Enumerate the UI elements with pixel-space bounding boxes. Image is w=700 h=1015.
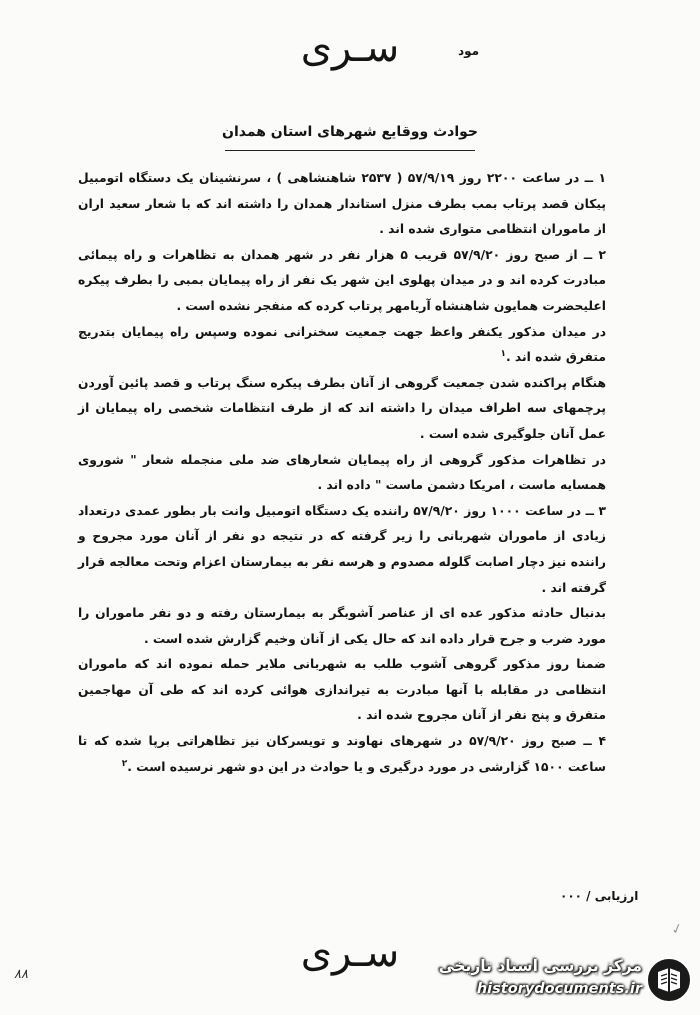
paragraph-text: صبح روز ۵۷/۹/۲۰ در شهرهای نهاوند و تویسرکان نیز تظاهراتی برپا شده که تا ساعت ۱۵۰۰ گزارشی در مورد درگیری و یا حوادث در این دو شهر نرسیده است . — [78, 734, 606, 774]
paragraph-text: در ساعت ۱۰۰۰ روز ۵۷/۹/۲۰ راننده یک دستگاه اتومبیل وانت بار بطور عمدی درتعداد زیادی از ماموران شهربانی را زیر گرفته که در نتیجه دو نفر از آنان مورد مجروح و راننده نیز دچار اصابت گلوله مصدوم و هرسه نفر به بیمارستان اعزام وتحت معالجه قرار گرفته اند . — [78, 503, 606, 595]
page-number: ۸۸ — [14, 967, 28, 982]
paragraph — [78, 729, 606, 780]
paragraph-number: ۱ — [598, 171, 607, 185]
paragraph — [78, 652, 606, 729]
footnote-marker: ۱ — [500, 349, 506, 360]
paragraph — [78, 601, 606, 652]
paragraph-text: بدنبال حادثه مذکور عده ای از عناصر آشوبگر به بیمارستان رفته و دو نفر ماموران را مورد ضرب و جرح قرار داده اند که حال یکی از آنان وخیم گزارش شده است . — [78, 606, 606, 646]
paragraph-text: در ساعت ۲۲۰۰ روز ۵۷/۹/۱۹ ( ۲۵۳۷ شاهنشاهی ) ، سرنشینان یک دستگاه اتومبیل پیکان قصد پرتاب بمب بطرف منزل استاندار همدان را داشته اند که با شعار سعید اران از ماموران انتظامی متواری شده اند . — [78, 171, 606, 237]
document-body — [78, 166, 606, 780]
stamp-mark-icon: ✓ — [669, 920, 686, 939]
paragraph-text: از صبح روز ۵۷/۹/۲۰ قریب ۵ هزار نفر در شهر همدان به تظاهرات و راه پیمائی مبادرت کرده اند و در میدان پهلوی این شهر یک نفر از راه پیمایان بمبی را بطرف پیکره اعلیحضرت همایون شاهنشاه آریامهر پرتاب کرده که منفجر نشده است . — [78, 247, 606, 313]
paragraph — [78, 371, 606, 448]
paragraph — [78, 320, 606, 371]
paragraph-text: هنگام پراکنده شدن جمعیت گروهی از آنان بطرف پیکره سنگ پرتاب و قصد پائین آوردن پرچمهای سه اطراف میدان را داشته اند که از طرف انتظامات شخصی راه پیمایان از عمل آنان جلوگیری شده است . — [78, 375, 606, 441]
paragraph-number: ۲ — [598, 247, 606, 262]
title-underline — [225, 150, 475, 151]
classification-header: سـری — [300, 25, 400, 71]
paragraph — [78, 499, 606, 601]
paragraph — [78, 166, 606, 243]
archive-logo-icon — [644, 955, 694, 1005]
watermark-org-name: مرکز بررسی اسناد تاریخی — [438, 957, 642, 975]
paragraph — [78, 243, 606, 320]
paragraph-number: ۴ — [598, 734, 606, 749]
watermark — [410, 955, 694, 1010]
paragraph-text: در تظاهرات مذکور گروهی از راه پیمایان شعارهای ضد ملی منجمله شعار " شوروی همسایه ماست ، امریکا دشمن ماست " داده اند . — [78, 452, 606, 493]
paragraph-text: در میدان مذکور یکنفر واعظ جهت جمعیت سخنرانی نموده وسپس راه پیمایان بتدریج متفرق شده اند . — [78, 324, 606, 365]
watermark-url: historydocuments.ir — [476, 981, 642, 997]
paragraph-number-dash: ــ — [581, 503, 599, 518]
paragraph — [78, 448, 606, 499]
paragraph-text: ضمنا روز مذکور گروهی آشوب طلب به شهربانی ملایر حمله نموده اند که ماموران انتظامی در مقابله با آنها مبادرت به تیراندازی هوائی کرده اند که طی آن مهاجمین متفرق و پنج نفر از آنان مجروح شده اند . — [78, 657, 606, 723]
paragraph-number-dash: ــ — [576, 734, 599, 749]
paragraph-number-dash: ــ — [579, 171, 599, 185]
copy-label: مود — [458, 44, 480, 58]
paragraph-number: ۳ — [598, 503, 606, 518]
document-title: حوادث ووقایع شهرهای استان همدان — [222, 124, 478, 140]
paragraph-number-dash: ــ — [577, 247, 599, 262]
evaluation-signature: ارزیابی / ۰۰۰ — [560, 889, 639, 903]
classification-footer: سـری — [300, 930, 400, 976]
footnote-marker: ۲ — [121, 758, 128, 769]
